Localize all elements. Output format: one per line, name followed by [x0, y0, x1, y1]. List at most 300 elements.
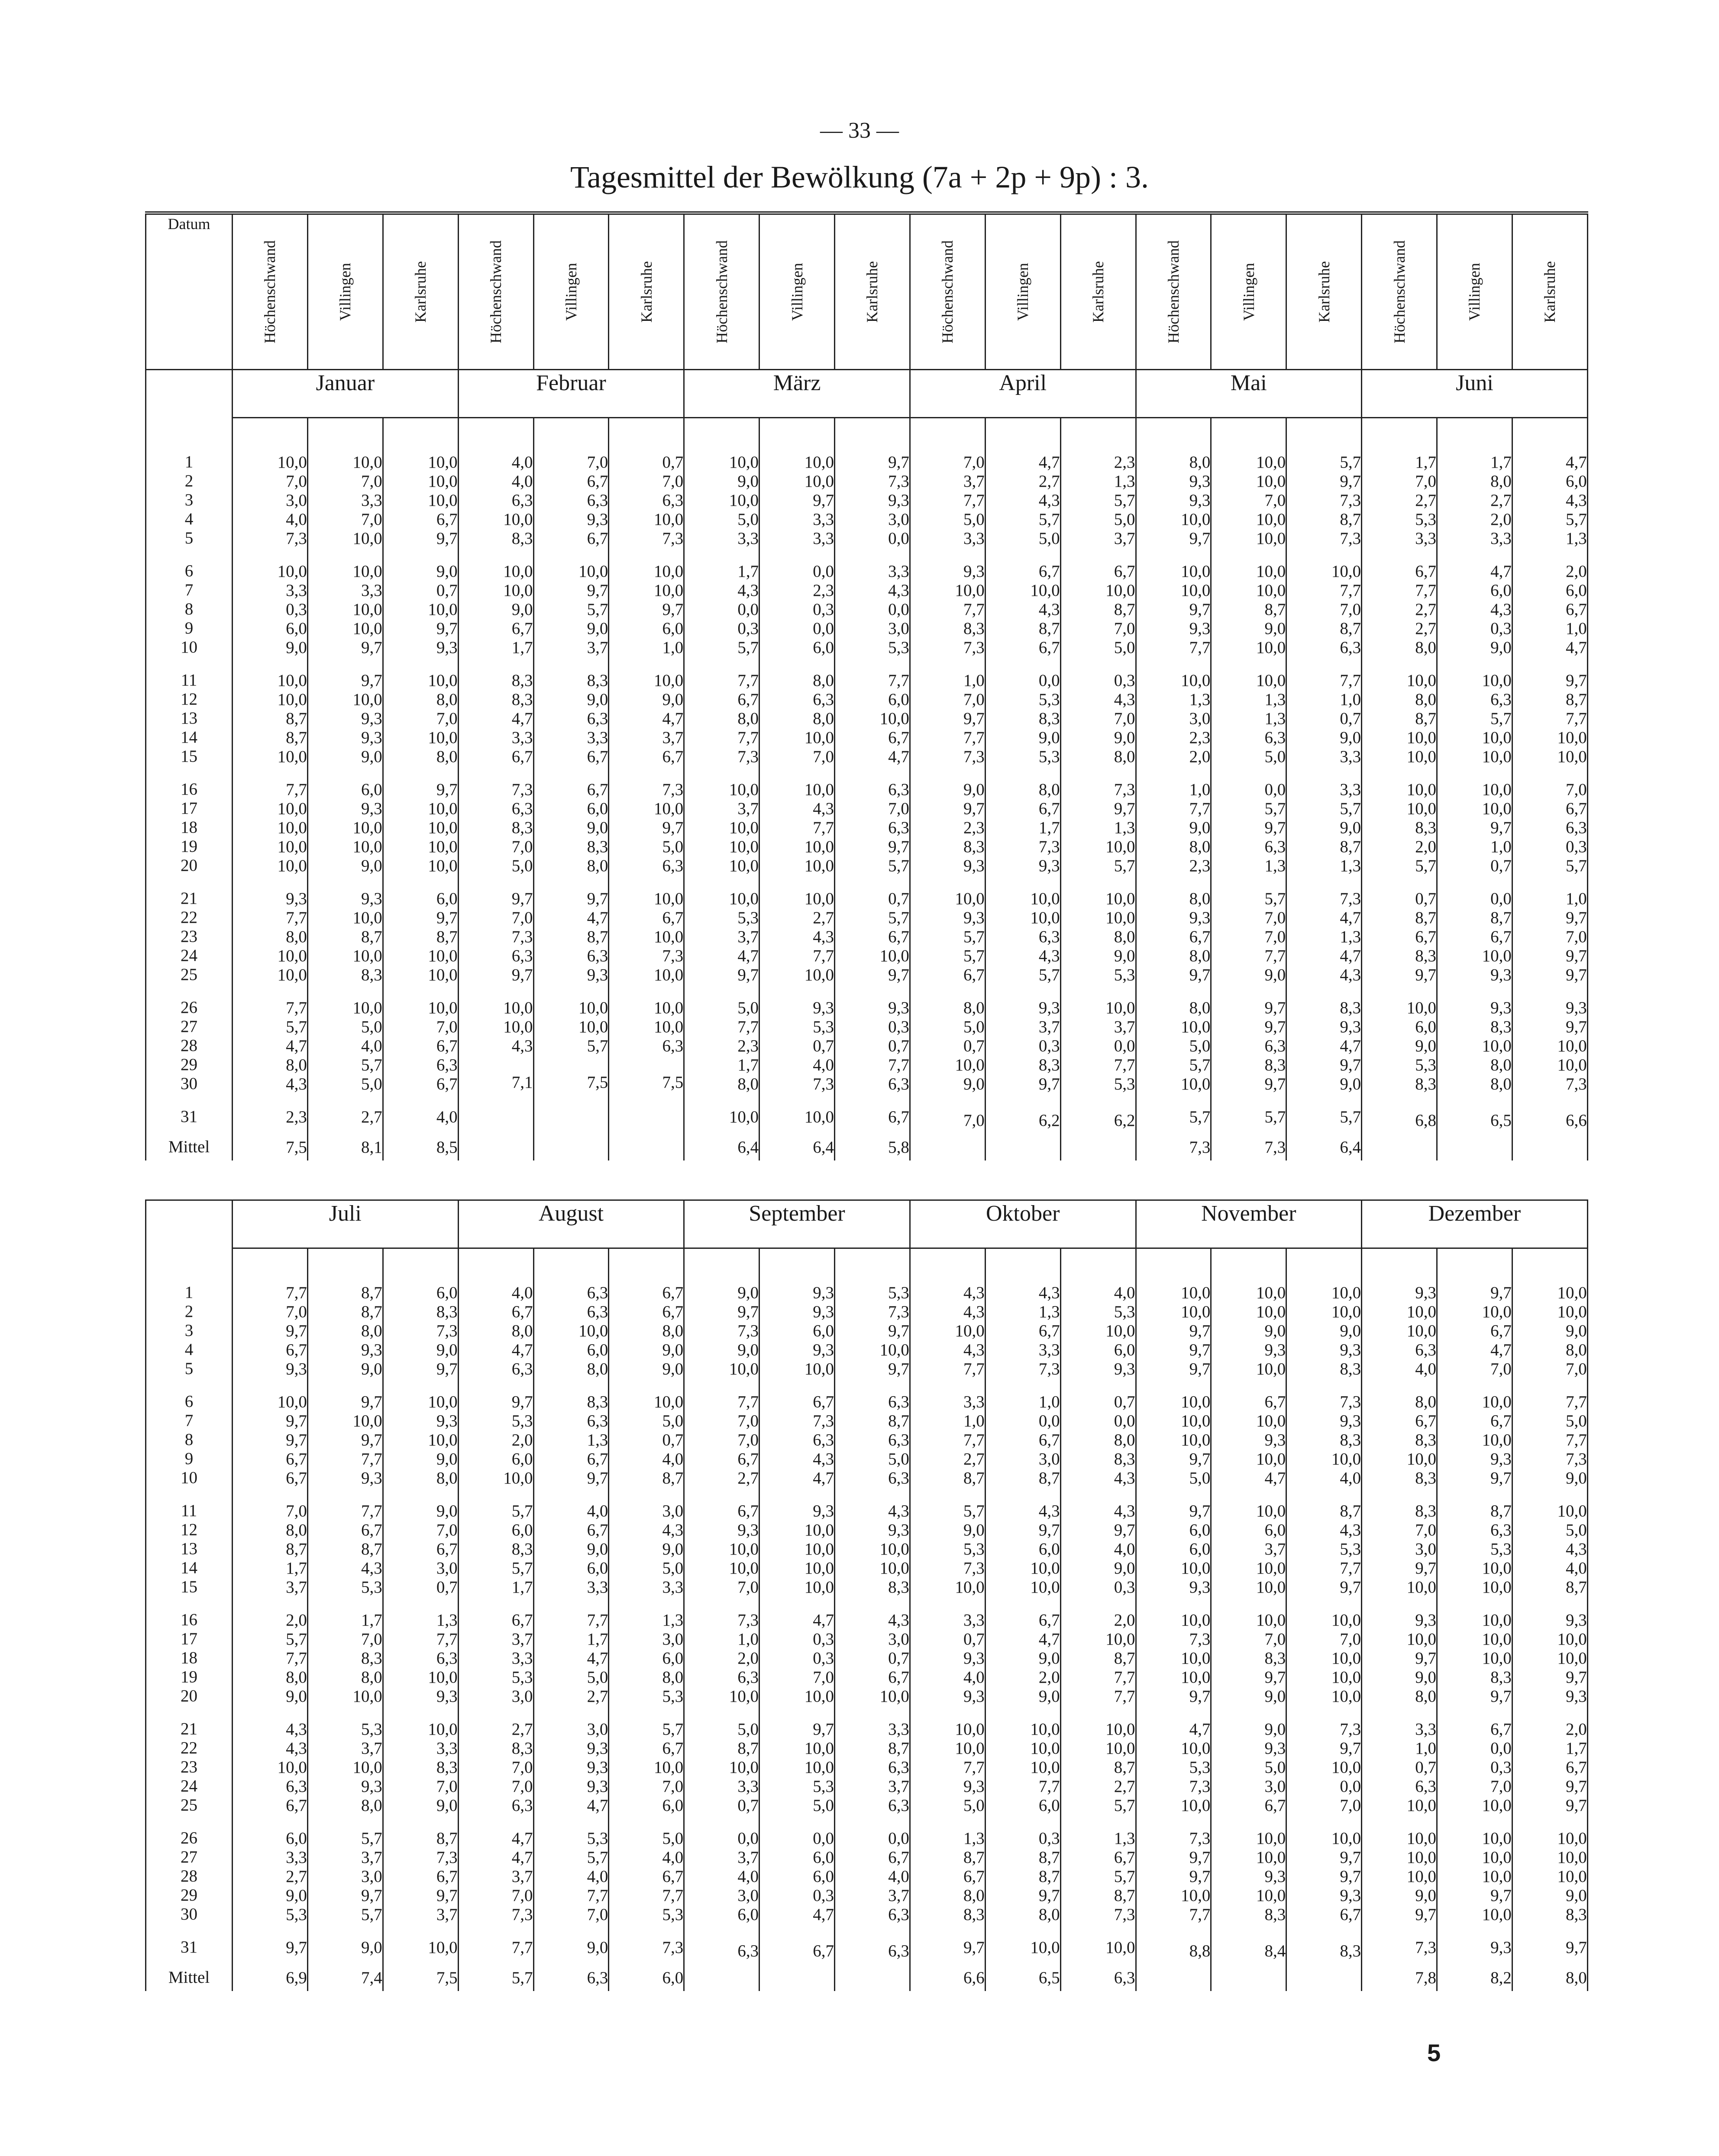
- day-group: [760, 1611, 834, 1706]
- value-cell: 7,3: [1566, 1450, 1587, 1468]
- value-cell: 9,3: [1264, 1739, 1286, 1758]
- day-group: [146, 1938, 232, 1957]
- value-cell: 2,0: [1566, 562, 1587, 581]
- station-values-column: [458, 418, 533, 1161]
- day-group: [1513, 1720, 1587, 1815]
- value-cell: 10,0: [1030, 889, 1060, 908]
- value-cell: 7,7: [1566, 1393, 1587, 1411]
- value-cell: 10,0: [1181, 1611, 1211, 1629]
- value-cell: 5,7: [286, 1018, 307, 1036]
- value-cell: 6,7: [1038, 1611, 1060, 1629]
- value-cell: 0,7: [737, 1796, 759, 1815]
- day-group: [534, 1829, 608, 1924]
- value-cell: 9,7: [1566, 966, 1587, 984]
- value-cell: 13: [181, 1539, 197, 1558]
- value-cell: 9,3: [286, 889, 307, 908]
- value-cell: 7,7: [1340, 581, 1361, 600]
- month-row-lead: [146, 1200, 233, 1248]
- value-cell: 7,7: [662, 1886, 684, 1905]
- value-cell: 3,7: [888, 1777, 909, 1796]
- value-cell: 0,0: [1264, 780, 1286, 799]
- value-cell: 7,0: [436, 1521, 458, 1539]
- day-group: [233, 562, 307, 657]
- value-cell: 9,3: [963, 1777, 985, 1796]
- day-group: [1061, 562, 1135, 657]
- value-cell: 26: [181, 998, 197, 1017]
- value-cell: 8,3: [963, 619, 985, 638]
- value-cell: 1,0: [1340, 690, 1361, 709]
- value-cell: 6,3: [1566, 818, 1587, 837]
- value-cell: 9,3: [1340, 1341, 1361, 1359]
- value-cell: 6,7: [1566, 799, 1587, 818]
- value-cell: 9,7: [436, 619, 458, 638]
- value-cell: 3,3: [1415, 1720, 1436, 1739]
- value-cell: 8,3: [1415, 947, 1436, 965]
- value-cell: 10,0: [955, 1739, 985, 1758]
- day-group: [911, 1720, 985, 1815]
- value-cell: 9,7: [888, 966, 909, 984]
- value-cell: 9,7: [1189, 529, 1211, 548]
- value-cell: 8,0: [436, 690, 458, 709]
- value-cell: 0,0: [1114, 1412, 1135, 1430]
- value-cell: 7,3: [511, 780, 533, 799]
- day-group: [308, 999, 382, 1094]
- day-group: [1137, 671, 1211, 766]
- value-cell: 4,3: [1114, 1502, 1135, 1520]
- value-cell: 1,3: [1114, 1829, 1135, 1848]
- value-cell: 7,7: [286, 780, 307, 799]
- value-cell: 8,0: [737, 1075, 759, 1093]
- station-header-cell: [1286, 213, 1362, 370]
- value-cell: 10,0: [1482, 1303, 1512, 1321]
- value-cell: 0,7: [436, 581, 458, 600]
- value-cell: 6,0: [1264, 1521, 1286, 1539]
- value-cell: 7,0: [1415, 1521, 1436, 1539]
- day-group: [1438, 999, 1512, 1094]
- value-cell: 6,0: [511, 1450, 533, 1468]
- value-cell: 3,7: [1114, 1018, 1135, 1036]
- value-cell: 10,0: [1557, 1283, 1587, 1302]
- value-cell: 8,0: [286, 928, 307, 946]
- day-group: [1137, 1611, 1211, 1706]
- value-cell: 6,3: [511, 799, 533, 818]
- value-cell: 7,7: [1114, 1668, 1135, 1687]
- day-group: [146, 998, 232, 1093]
- mittel-value: 8,1: [361, 1138, 382, 1157]
- value-cell: 10,0: [1030, 1938, 1060, 1957]
- value-cell: 6,3: [888, 1905, 909, 1924]
- value-cell: 4,3: [1490, 600, 1512, 619]
- day-group: [146, 1392, 232, 1487]
- value-cell: 6,7: [888, 1108, 909, 1126]
- value-cell: 6,0: [662, 1796, 684, 1815]
- value-cell: 10: [181, 1468, 197, 1487]
- value-cell: 9,0: [1114, 947, 1135, 965]
- value-cell: 9,7: [1340, 1056, 1361, 1074]
- value-cell: 1: [184, 452, 194, 471]
- value-cell: 7,7: [963, 600, 985, 619]
- value-cell: 0,7: [1490, 857, 1512, 875]
- value-cell: 7,0: [361, 472, 382, 491]
- value-cell: 9,7: [888, 453, 909, 472]
- value-cell: 8,0: [963, 1886, 985, 1905]
- value-cell: 8,3: [1566, 1905, 1587, 1924]
- value-cell: 10,0: [428, 1431, 458, 1449]
- value-cell: 5,0: [1114, 638, 1135, 657]
- day-group: [835, 453, 909, 548]
- value-cell: 10,0: [428, 1393, 458, 1411]
- value-cell: 10,0: [804, 857, 834, 875]
- value-cell: 25: [181, 965, 197, 984]
- value-cell: 5,3: [888, 638, 909, 657]
- value-cell: 10,0: [654, 1018, 684, 1036]
- day-group: [835, 1283, 909, 1379]
- value-cell: 10,0: [1105, 999, 1135, 1017]
- value-cell: 7,0: [286, 1303, 307, 1321]
- value-cell: 10,0: [277, 818, 307, 837]
- value-cell: 8,0: [511, 1322, 533, 1340]
- value-cell: 3: [184, 490, 194, 509]
- day-group: [1061, 780, 1135, 876]
- value-cell: 9,0: [737, 1341, 759, 1359]
- value-cell: 8,7: [1566, 690, 1587, 709]
- value-cell: 9,7: [1038, 1075, 1060, 1093]
- value-cell: 10,0: [1482, 747, 1512, 766]
- value-cell: 9,7: [286, 1938, 307, 1957]
- day-group: [233, 1938, 307, 1957]
- value-cell: 9,7: [963, 799, 985, 818]
- day-group: [760, 453, 834, 548]
- day-group: [146, 1610, 232, 1706]
- value-cell: 9,0: [361, 1360, 382, 1378]
- station-values-column: [910, 1248, 985, 1991]
- value-cell: 3,3: [1415, 529, 1436, 548]
- value-cell: 6,7: [587, 1521, 608, 1539]
- value-cell: 10,0: [428, 671, 458, 690]
- value-cell: 6,7: [737, 1502, 759, 1520]
- value-cell: 4,7: [813, 1611, 834, 1629]
- value-cell: 6,3: [1340, 638, 1361, 657]
- value-cell: 5,7: [1038, 510, 1060, 529]
- day-group: [1137, 1283, 1211, 1379]
- value-cell: 7,0: [1415, 472, 1436, 491]
- day-group: [1362, 1283, 1436, 1379]
- value-cell: 9,7: [436, 529, 458, 548]
- value-cell: 1,7: [1415, 453, 1436, 472]
- value-cell: 8,3: [1264, 1905, 1286, 1924]
- value-cell: 22: [181, 1738, 197, 1757]
- day-group: [459, 1393, 533, 1488]
- value-cell: 4,7: [511, 1829, 533, 1848]
- mittel-value: 6,4: [813, 1138, 834, 1157]
- value-cell: 5,0: [1038, 529, 1060, 548]
- value-cell: 3,7: [511, 1867, 533, 1886]
- value-cell: 5,0: [662, 837, 684, 856]
- value-cell: 10,0: [1256, 1450, 1286, 1468]
- value-cell: 6,3: [286, 1777, 307, 1796]
- value-cell: 9,3: [1038, 857, 1060, 875]
- day-group: [384, 1393, 458, 1488]
- value-cell: 4,3: [1340, 1521, 1361, 1539]
- value-cell: 6,3: [587, 1303, 608, 1321]
- value-cell: 7,0: [511, 1886, 533, 1905]
- value-cell: 8,0: [1566, 1341, 1587, 1359]
- station-values-column: [1136, 418, 1211, 1161]
- value-cell: 1,3: [1114, 472, 1135, 491]
- value-cell: 10,0: [1030, 1739, 1060, 1758]
- value-cell: 6,3: [1264, 728, 1286, 747]
- value-cell: 10,0: [654, 581, 684, 600]
- value-cell: 10,0: [804, 1687, 834, 1706]
- station-header-cell: [759, 213, 835, 370]
- value-cell: 29: [181, 1055, 197, 1074]
- station-values-column: [1211, 1248, 1286, 1991]
- value-cell: 10,0: [1482, 728, 1512, 747]
- value-cell: 7,0: [1114, 619, 1135, 638]
- value-cell: 4,0: [587, 1867, 608, 1886]
- day-group: [1061, 1502, 1135, 1597]
- mittel-value: 7,1: [511, 1073, 533, 1092]
- value-cell: 5,3: [963, 1540, 985, 1558]
- value-cell: 0,7: [963, 1037, 985, 1055]
- day-group: [1362, 889, 1436, 985]
- value-cell: 5,7: [1566, 857, 1587, 875]
- value-cell: 5,3: [1340, 1540, 1361, 1558]
- value-cell: 1,7: [511, 1578, 533, 1597]
- day-group: [1287, 1502, 1361, 1597]
- station-header-cell: [1512, 213, 1587, 370]
- value-cell: 7,7: [286, 1649, 307, 1668]
- value-cell: 7,0: [361, 510, 382, 529]
- value-cell: 9,7: [511, 966, 533, 984]
- value-cell: 8,7: [361, 1303, 382, 1321]
- value-cell: 6,3: [587, 947, 608, 965]
- day-group: [1137, 562, 1211, 657]
- value-cell: 10,0: [1557, 1056, 1587, 1074]
- station-values-column: [759, 1248, 835, 1991]
- value-cell: 9,7: [1189, 1867, 1211, 1886]
- day-group: [384, 1108, 458, 1127]
- value-cell: 7,3: [1340, 529, 1361, 548]
- value-cell: 6,7: [888, 928, 909, 946]
- value-cell: 4,3: [963, 1283, 985, 1302]
- value-cell: 10,0: [578, 1018, 608, 1036]
- value-cell: 7,7: [888, 1056, 909, 1074]
- value-cell: 8,0: [1038, 1905, 1060, 1924]
- day-group: [685, 1393, 759, 1488]
- day-group: [1287, 889, 1361, 985]
- value-cell: 10,0: [879, 947, 909, 965]
- day-group: [1287, 1829, 1361, 1924]
- value-cell: 9,0: [963, 1075, 985, 1093]
- value-cell: 7,7: [1038, 1777, 1060, 1796]
- value-cell: 2,7: [1038, 472, 1060, 491]
- value-cell: 4,7: [1038, 453, 1060, 472]
- value-cell: 9,0: [587, 690, 608, 709]
- value-cell: 9,7: [436, 780, 458, 799]
- value-cell: 7,3: [813, 1412, 834, 1430]
- value-cell: 8,0: [436, 1469, 458, 1487]
- value-cell: 9,0: [436, 562, 458, 581]
- day-group: [1362, 780, 1436, 876]
- value-cell: 10,0: [1030, 1559, 1060, 1577]
- day-group: [911, 1829, 985, 1924]
- value-cell: 6,7: [1490, 1412, 1512, 1430]
- value-cell: 5,0: [511, 857, 533, 875]
- day-group: [835, 1393, 909, 1488]
- value-cell: 9: [184, 1449, 194, 1468]
- value-cell: 8,0: [286, 1668, 307, 1687]
- value-cell: 4,0: [1340, 1469, 1361, 1487]
- day-group: [1212, 1611, 1286, 1706]
- value-cell: 2,7: [813, 908, 834, 927]
- value-cell: 10,0: [428, 728, 458, 747]
- value-cell: 10,0: [1331, 1303, 1361, 1321]
- value-cell: 6,0: [662, 1649, 684, 1668]
- value-cell: 6,3: [587, 1283, 608, 1302]
- day-group: [609, 1283, 683, 1379]
- station-header-cell: [985, 213, 1060, 370]
- value-cell: 7,0: [361, 1630, 382, 1649]
- value-cell: 8,0: [1415, 638, 1436, 657]
- value-cell: 9,0: [436, 1796, 458, 1815]
- value-cell: 10,0: [1482, 1649, 1512, 1668]
- value-cell: 2,7: [1415, 619, 1436, 638]
- value-cell: 7,3: [963, 638, 985, 657]
- station-header-label: Höchenschwand: [939, 240, 956, 343]
- value-cell: 10,0: [1181, 1303, 1211, 1321]
- day-group: [1513, 671, 1587, 766]
- value-cell: 7,0: [1264, 928, 1286, 946]
- value-cell: 10,0: [277, 747, 307, 766]
- value-cell: 7,7: [1264, 947, 1286, 965]
- value-cell: 6,0: [286, 619, 307, 638]
- value-cell: 9,7: [1415, 1559, 1436, 1577]
- day-group: [609, 1611, 683, 1706]
- value-cell: 10,0: [428, 999, 458, 1017]
- value-cell: 7,3: [1340, 889, 1361, 908]
- mittel-value: 6,3: [1114, 1969, 1135, 1987]
- value-cell: 9,3: [361, 889, 382, 908]
- value-cell: 9,0: [587, 619, 608, 638]
- value-cell: 5,0: [662, 1412, 684, 1430]
- value-cell: 8,7: [963, 1848, 985, 1867]
- value-cell: 7,0: [511, 837, 533, 856]
- day-group: [384, 562, 458, 657]
- value-cell: 7,3: [662, 780, 684, 799]
- value-cell: 8,3: [587, 1393, 608, 1411]
- value-cell: 5,7: [1114, 491, 1135, 510]
- value-cell: 3,3: [587, 728, 608, 747]
- value-cell: 9,3: [436, 1687, 458, 1706]
- value-cell: 8,7: [1264, 600, 1286, 619]
- mittel-value: 7,5: [662, 1073, 684, 1092]
- value-cell: 7,0: [1566, 1360, 1587, 1378]
- value-cell: 5,0: [587, 1668, 608, 1687]
- value-cell: 8,7: [436, 928, 458, 946]
- value-cell: 8,7: [1114, 600, 1135, 619]
- day-group: [685, 562, 759, 657]
- value-cell: 7,3: [888, 472, 909, 491]
- day-group: [1362, 1720, 1436, 1815]
- value-cell: 9,0: [662, 1360, 684, 1378]
- station-values-column: [985, 1248, 1060, 1991]
- value-cell: 10,0: [277, 1758, 307, 1777]
- value-cell: 8,7: [963, 1469, 985, 1487]
- value-cell: 10,0: [955, 1056, 985, 1074]
- value-cell: 3,7: [286, 1578, 307, 1597]
- value-cell: 7,3: [1340, 1393, 1361, 1411]
- value-cell: 9,0: [587, 1938, 608, 1957]
- value-cell: 10,0: [352, 619, 382, 638]
- value-cell: 10,0: [1256, 510, 1286, 529]
- value-cell: 10,0: [1406, 1630, 1436, 1649]
- value-cell: 6,0: [587, 1559, 608, 1577]
- value-cell: 9,7: [1038, 1886, 1060, 1905]
- value-cell: 10,0: [428, 491, 458, 510]
- value-cell: 10,0: [1256, 1886, 1286, 1905]
- value-cell: 9,0: [286, 1886, 307, 1905]
- value-cell: 7,0: [286, 472, 307, 491]
- value-cell: 10,0: [1256, 581, 1286, 600]
- value-cell: 6,7: [436, 510, 458, 529]
- value-cell: 8,7: [1038, 1867, 1060, 1886]
- value-cell: 4,3: [1038, 1283, 1060, 1302]
- value-cell: 2,7: [511, 1720, 533, 1739]
- day-group: [1287, 671, 1361, 766]
- value-cell: 9,7: [1490, 1886, 1512, 1905]
- value-cell: 12: [181, 1520, 197, 1539]
- value-cell: 10,0: [428, 1720, 458, 1739]
- value-cell: 9,3: [813, 1283, 834, 1302]
- value-cell: 9,7: [1566, 908, 1587, 927]
- value-cell: 10,0: [1181, 1393, 1211, 1411]
- value-cell: 8: [184, 1430, 194, 1449]
- value-cell: 10,0: [1482, 1829, 1512, 1848]
- value-cell: 2,7: [1490, 491, 1512, 510]
- value-cell: 8,3: [1038, 1056, 1060, 1074]
- day-group: [1212, 562, 1286, 657]
- value-cell: 6,7: [1415, 1412, 1436, 1430]
- station-values-column: [307, 418, 383, 1161]
- value-cell: 6,3: [1415, 1341, 1436, 1359]
- value-cell: 8,3: [1415, 818, 1436, 837]
- station-values-column: [233, 418, 308, 1161]
- value-cell: 7,3: [662, 529, 684, 548]
- value-cell: 7,7: [963, 1431, 985, 1449]
- value-cell: 9,7: [1566, 1938, 1587, 1957]
- month-name: Mai: [1136, 370, 1362, 418]
- value-cell: 9,7: [1566, 1777, 1587, 1796]
- day-group: [911, 999, 985, 1094]
- day-group: [1438, 453, 1512, 548]
- value-cell: 1,7: [1038, 818, 1060, 837]
- value-cell: 3,7: [737, 928, 759, 946]
- value-cell: 8,3: [1340, 999, 1361, 1017]
- value-cell: 8,7: [361, 1540, 382, 1558]
- value-cell: 10,0: [277, 947, 307, 965]
- value-cell: 10,0: [428, 947, 458, 965]
- value-cell: 0,0: [737, 600, 759, 619]
- day-group: [308, 453, 382, 548]
- month-name: April: [910, 370, 1136, 418]
- value-cell: 12: [181, 689, 197, 708]
- value-cell: 9,3: [1264, 1341, 1286, 1359]
- value-cell: 9,3: [737, 1521, 759, 1539]
- value-cell: 3,0: [1038, 1450, 1060, 1468]
- station-values-column: [1437, 1248, 1512, 1991]
- day-group: [911, 562, 985, 657]
